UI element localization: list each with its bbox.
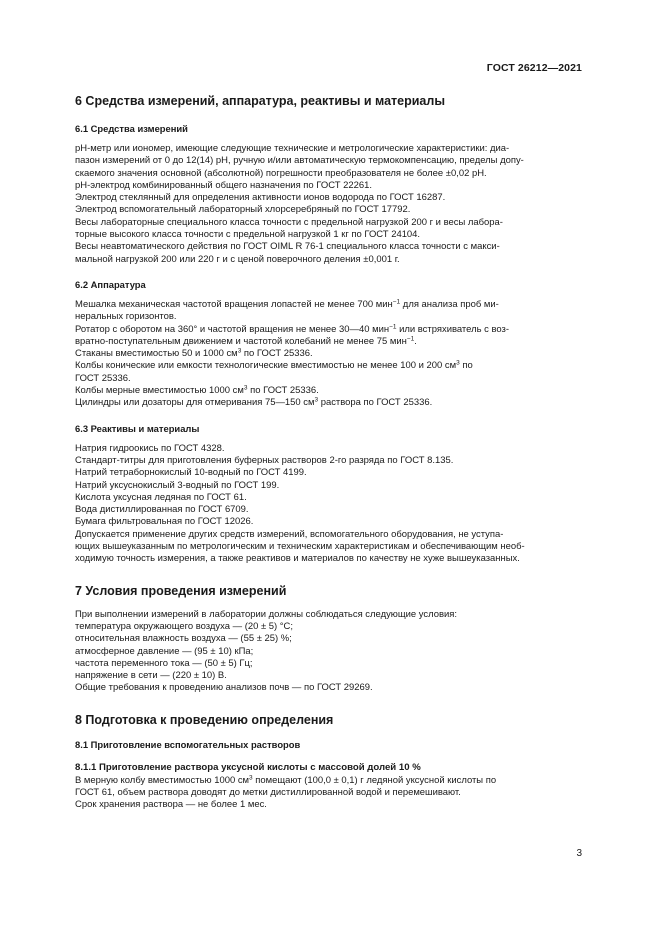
section-8-1-title: 8.1 Приготовление вспомогательных растворов bbox=[75, 738, 301, 750]
text-line: Допускается применение других средств измерений, вспомогательного оборудования, не уступа- bbox=[75, 528, 504, 540]
text-line: Натрий уксуснокислый 3-водный по ГОСТ 199. bbox=[75, 479, 280, 491]
section-6-title: 6 Средства измерений, аппаратура, реактивы и материалы bbox=[75, 94, 445, 108]
text-line: мальной нагрузкой 200 или 220 г и с ценой поверочного деления ±0,001 г. bbox=[75, 253, 400, 265]
text-line: рН-метр или иономер, имеющие следующие технические и метрологические характеристики: диа- bbox=[75, 143, 510, 154]
text-line: напряжение в сети — (220 ± 10) В. bbox=[75, 670, 227, 682]
text-line: Мешалка механическая частотой вращения лопастей не менее 700 мин$^{-1}$ для анализа проб ми- bbox=[75, 298, 499, 310]
document-code: ГОСТ 26212—2021 bbox=[486, 62, 582, 74]
text-line: Стаканы вместимостью 50 и 1000 $см^3$ по ГОСТ 25336. bbox=[75, 347, 313, 360]
section-7-title: 7 Условия проведения измерений bbox=[75, 583, 287, 598]
text-line: ГОСТ 61, объем раствора доводят до метки дистиллированной водой и перемешивают. bbox=[75, 786, 461, 798]
section-6-3-title: 6.3 Реактивы и материалы bbox=[75, 422, 200, 434]
document-body bbox=[75, 90, 582, 812]
text-line: Стандарт-титры для приготовления буферных растворов 2-го разряда по ГОСТ 8.135. bbox=[75, 454, 454, 466]
text-line: Вода дистиллированная по ГОСТ 6709. bbox=[75, 504, 249, 516]
text-line: Цилиндры или дозаторы для отмеривания 75—150 $см^3$ раствора по ГОСТ 25336. bbox=[75, 396, 433, 409]
text-line: температура окружающего воздуха — (20 ± 5) °С; bbox=[75, 620, 293, 632]
text-line: атмосферное давление — (95 ± 10) кПа; bbox=[75, 645, 254, 657]
text-line: При выполнении измерений в лаборатории должны соблюдаться следующие условия: bbox=[75, 608, 457, 620]
text-line: Натрий тетраборнокислый 10-водный по ГОСТ 4199. bbox=[75, 467, 307, 479]
text-line: вратно-поступательным движением и частотой колебаний не менее 75 мин$^{-1}$. bbox=[75, 335, 417, 347]
section-7-body bbox=[75, 609, 582, 695]
section-6-3-body bbox=[75, 443, 582, 566]
text-line: Электрод вспомогательный лабораторный хлорсеребряный по ГОСТ 17792. bbox=[75, 204, 411, 216]
text-line: Натрия гидроокись по ГОСТ 4328. bbox=[75, 442, 225, 454]
section-6-1-title: 6.1 Средства измерений bbox=[75, 123, 188, 134]
section-6-2-body bbox=[75, 299, 582, 410]
text-line: Общие требования к проведению анализов почв — по ГОСТ 29269. bbox=[75, 682, 373, 694]
text-line: торные высокого класса точности с предельной нагрузкой 1 кг по ГОСТ 24104. bbox=[75, 229, 421, 241]
text-line: неральных горизонтов. bbox=[75, 311, 177, 323]
text-line: Бумага фильтровальная по ГОСТ 12026. bbox=[75, 516, 254, 528]
section-6-1-body bbox=[75, 143, 582, 266]
text-line: Ротатор с оборотом на 360° и частотой вращения не менее 30—40 мин$^{-1}$ или встряхиватель с воз- bbox=[75, 323, 509, 335]
text-line: частота переменного тока — (50 ± 5) Гц; bbox=[75, 657, 253, 669]
section-8-1-1-body bbox=[75, 775, 582, 812]
text-line: скаемого значения основной (абсолютной) погрешности преобразователя не более ±0,02 рН. bbox=[75, 167, 487, 179]
text-line: рН-электрод комбинированный общего назначения по ГОСТ 22261. bbox=[75, 179, 372, 191]
text-line: Весы лабораторные специального класса точности с предельной нагрузкой 200 г и весы лабора- bbox=[75, 216, 503, 228]
page-number: 3 bbox=[576, 848, 582, 859]
text-line: ющих вышеуказанным по метрологическим и техническим характеристикам и обеспечивающим необ- bbox=[75, 541, 525, 553]
section-6-2-title: 6.2 Аппаратура bbox=[75, 278, 146, 290]
text-line: Колбы мерные вместимостью 1000 $см^3$ по ГОСТ 25336. bbox=[75, 384, 319, 397]
text-line: Кислота уксусная ледяная по ГОСТ 61. bbox=[75, 491, 247, 503]
text-line: пазон измерений от 0 до 12(14) рН, ручную и/или автоматическую термокомпенсацию, пределы допу- bbox=[75, 155, 524, 167]
text-line: Электрод стеклянный для определения активности ионов водорода по ГОСТ 16287. bbox=[75, 192, 446, 204]
text-line: Весы неавтоматического действия по ГОСТ OIML R 76-1 специального класса точности с макси- bbox=[75, 241, 500, 253]
text-line: В мерную колбу вместимостью 1000 $см^3$ помещают (100,0 ± 0,1) г ледяной уксусной кислоты по bbox=[75, 774, 497, 786]
text-line: Срок хранения раствора — не более 1 мес. bbox=[75, 799, 267, 811]
text-line: Колбы конические или емкости технологические вместимостью не менее 100 и 200 $см^3$ по bbox=[75, 359, 473, 372]
text-line: ГОСТ 25336. bbox=[75, 372, 131, 384]
text-line: ходимую точность измерения, а также реактивов и материалов по качеству не хуже вышеуказанных. bbox=[75, 553, 520, 565]
section-8-1-1-title: 8.1.1 Приготовление раствора уксусной кислоты с массовой долей 10 % bbox=[75, 761, 421, 773]
section-8-title: 8 Подготовка к проведению определения bbox=[75, 712, 334, 727]
text-line: относительная влажность воздуха — (55 ± 25) %; bbox=[75, 633, 292, 645]
